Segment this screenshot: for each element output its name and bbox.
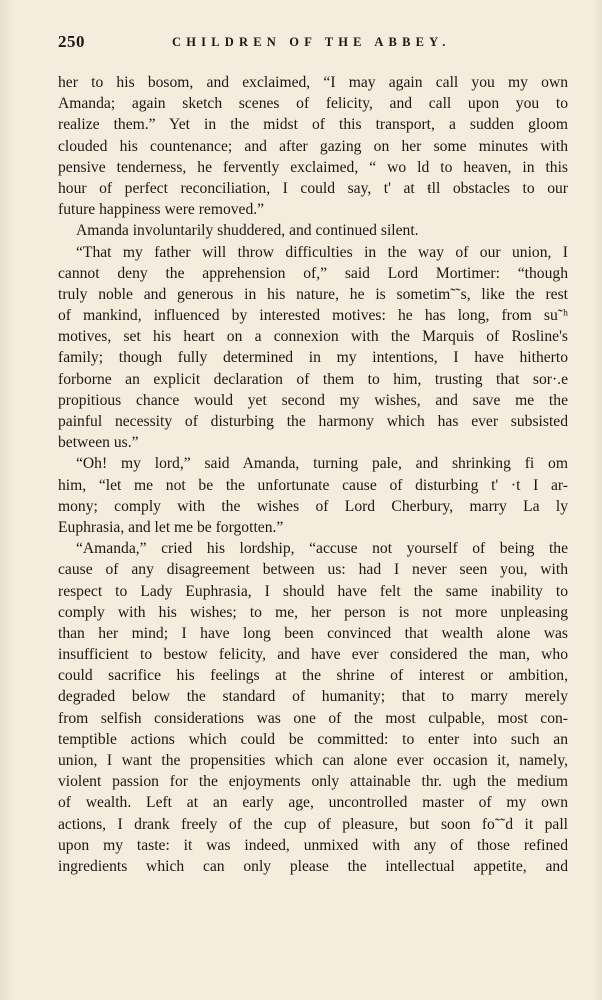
text-line: her to his bosom, and exclaimed, “I may again call you my own bbox=[58, 74, 568, 91]
text-line: him, “let me not be the unfortunate cause of disturbing t' ·t I ar- bbox=[58, 476, 568, 494]
text-line: truly noble and generous in his nature, he is sometim˜˜s, like the rest bbox=[58, 285, 568, 303]
text-line: cause of any disagreement between us: had I never seen you, with bbox=[58, 561, 568, 579]
page-header bbox=[58, 32, 568, 56]
text-line: temptible actions which could be committed: to enter into such an bbox=[58, 730, 568, 748]
text-line: clouded his countenance; and after gazing on her some minutes with bbox=[58, 137, 568, 155]
body-text bbox=[58, 72, 568, 877]
text-line: degraded below the standard of humanity; that to marry merely bbox=[58, 688, 568, 706]
text-line: respect to Lady Euphrasia, I should have felt the same inability to bbox=[58, 582, 568, 600]
running-title: CHILDREN OF THE ABBEY. bbox=[172, 35, 451, 49]
text-line: cannot deny the apprehension of,” said Lord Mortimer: “though bbox=[58, 264, 568, 282]
text-line: violent passion for the enjoyments only attainable thr. ugh the medium bbox=[58, 773, 568, 791]
text-line: “Oh! my lord,” said Amanda, turning pale, and shrinking fi om bbox=[76, 455, 568, 473]
text-line: comply with his wishes; to me, her person is not more unpleasing bbox=[58, 603, 568, 621]
text-line: union, I want the propensities which can alone ever occasion it, namely, bbox=[58, 752, 568, 769]
text-line: propitious chance would yet second my wishes, and save me the bbox=[58, 391, 568, 409]
page-number: 250 bbox=[58, 32, 85, 51]
text-line: pensive tenderness, he fervently exclaimed, “ wo ld to heaven, in this bbox=[58, 158, 568, 176]
text-line: realize them.” Yet in the midst of this transport, a sudden gloom bbox=[58, 116, 568, 134]
text-line: motives, set his heart on a connexion with the Marquis of Rosline's bbox=[58, 328, 568, 346]
text-line: Amanda; again sketch scenes of felicity, and call upon you to bbox=[58, 95, 568, 113]
text-line: upon my taste: it was indeed, unmixed with any of those refined bbox=[58, 836, 568, 854]
text-line: future happiness were removed.” bbox=[58, 201, 265, 219]
text-line: actions, I drank freely of the cup of pleasure, but soon fo˜˜d it pall bbox=[58, 815, 568, 833]
text-line: family; though fully determined in my intentions, I have hitherto bbox=[58, 349, 568, 367]
text-line: mony; comply with the wishes of Lord Cherbury, marry La ly bbox=[58, 497, 568, 515]
text-line: hour of perfect reconciliation, I could say, t' at ŧll obstacles to our bbox=[58, 179, 568, 197]
text-line: of mankind, influenced by interested motives: he has long, from su˜ʰ bbox=[58, 307, 568, 325]
text-line: ingredients which can only please the intellectual appetite, and bbox=[58, 857, 568, 875]
text-line: than her mind; I have long been convinced that wealth alone was bbox=[58, 624, 568, 642]
text-line: of wealth. Left at an early age, uncontrolled master of my own bbox=[58, 794, 568, 812]
text-line: between us.” bbox=[58, 434, 139, 452]
text-line: “That my father will throw difficulties in the way of our union, I bbox=[76, 243, 568, 261]
text-line: from selfish considerations was one of the most culpable, most con- bbox=[58, 709, 568, 727]
text-line: Euphrasia, and let me be forgotten.” bbox=[58, 518, 284, 536]
text-line: Amanda involuntarily shuddered, and continued silent. bbox=[76, 222, 419, 240]
text-line: painful necessity of disturbing the harmony which has ever subsisted bbox=[58, 413, 568, 430]
text-line: “Amanda,” cried his lordship, “accuse not yourself of being the bbox=[76, 540, 568, 558]
text-line: insufficient to bestow felicity, and have ever considered the man, who bbox=[58, 646, 568, 664]
text-line: forborne an explicit declaration of them to him, trusting that sor·.e bbox=[58, 370, 568, 388]
text-line: could sacrifice his feelings at the shrine of interest or ambition, bbox=[58, 667, 568, 685]
